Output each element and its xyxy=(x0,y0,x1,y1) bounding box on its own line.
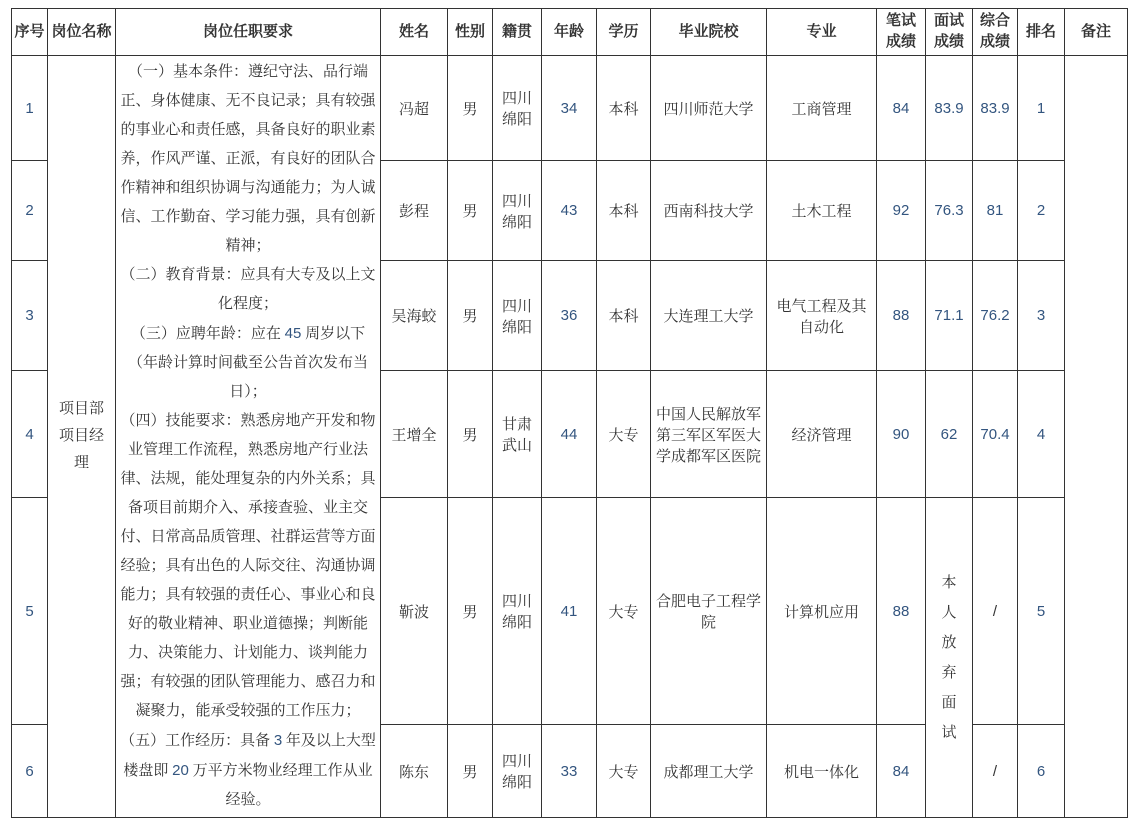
requirement-paragraph-1: （一）基本条件：遵纪守法、品行端正、身体健康、无不良记录；具有较强的事业心和责任感，具备良好的职业素养，作风严谨、正派，有良好的团队合作精神和组织协调与沟通能力；为人诚信、工作勤奋、学习能力强，具有创新精神； xyxy=(120,64,376,254)
cell-name: 彭程 xyxy=(381,161,448,261)
cell-education: 本科 xyxy=(597,261,651,371)
col-header-requirements: 岗位任职要求 xyxy=(116,9,381,56)
cell-major: 经济管理 xyxy=(767,371,877,498)
cell-name: 冯超 xyxy=(381,56,448,161)
cell-native-place: 四川绵阳 xyxy=(493,56,542,161)
cell-school: 大连理工大学 xyxy=(651,261,767,371)
cell-no: 5 xyxy=(12,498,48,725)
cell-school: 四川师范大学 xyxy=(651,56,767,161)
col-header-gender: 性别 xyxy=(448,9,493,56)
cell-gender: 男 xyxy=(448,371,493,498)
cell-written-score: 84 xyxy=(877,56,926,161)
cell-no: 3 xyxy=(12,261,48,371)
cell-name: 吴海蛟 xyxy=(381,261,448,371)
cell-gender: 男 xyxy=(448,261,493,371)
cell-composite-score: 70.4 xyxy=(973,371,1018,498)
cell-native-place: 四川绵阳 xyxy=(493,261,542,371)
col-header-interview-score: 面试成绩 xyxy=(926,9,973,56)
col-header-remark: 备注 xyxy=(1065,9,1128,56)
cell-requirements xyxy=(116,56,381,818)
cell-education: 大专 xyxy=(597,371,651,498)
col-header-written-score: 笔试成绩 xyxy=(877,9,926,56)
requirement-paragraph-5: （五）工作经历：具备 3 年及以上大型楼盘即 20 万平方米物业经理工作从业经验。 xyxy=(120,732,376,808)
cell-composite-score: 83.9 xyxy=(973,56,1018,161)
cell-no: 1 xyxy=(12,56,48,161)
table-row xyxy=(12,56,1128,161)
requirement-paragraph-3: （三）应聘年龄：应在 45 周岁以下（年龄计算时间截至公告首次发布当日）； xyxy=(127,325,368,400)
header-row xyxy=(12,9,1128,56)
cell-no: 4 xyxy=(12,371,48,498)
cell-education: 本科 xyxy=(597,56,651,161)
cell-school: 中国人民解放军第三军区军医大学成都军区医院 xyxy=(651,371,767,498)
recruitment-result-table xyxy=(11,8,1128,818)
cell-school: 合肥电子工程学院 xyxy=(651,498,767,725)
cell-gender: 男 xyxy=(448,161,493,261)
position-name-text: 项目部项目经理 xyxy=(58,401,104,471)
col-header-composite-score: 综合成绩 xyxy=(973,9,1018,56)
cell-gender: 男 xyxy=(448,56,493,161)
cell-name: 靳波 xyxy=(381,498,448,725)
cell-native-place: 甘肃武山 xyxy=(493,371,542,498)
cell-composite-score: 76.2 xyxy=(973,261,1018,371)
cell-age: 43 xyxy=(542,161,597,261)
cell-major: 机电一体化 xyxy=(767,725,877,818)
cell-native-place: 四川绵阳 xyxy=(493,725,542,818)
cell-interview-score: 71.1 xyxy=(926,261,973,371)
cell-rank: 6 xyxy=(1018,725,1065,818)
requirement-paragraph-2: （二）教育背景：应具有大专及以上文化程度； xyxy=(120,267,376,312)
cell-composite-score: / xyxy=(973,498,1018,725)
cell-interview-score: 83.9 xyxy=(926,56,973,161)
col-header-name: 姓名 xyxy=(381,9,448,56)
cell-major: 土木工程 xyxy=(767,161,877,261)
cell-name: 陈东 xyxy=(381,725,448,818)
col-header-school: 毕业院校 xyxy=(651,9,767,56)
cell-rank: 3 xyxy=(1018,261,1065,371)
cell-interview-score: 76.3 xyxy=(926,161,973,261)
cell-composite-score: 81 xyxy=(973,161,1018,261)
cell-major: 计算机应用 xyxy=(767,498,877,725)
cell-gender: 男 xyxy=(448,725,493,818)
cell-written-score: 88 xyxy=(877,498,926,725)
col-header-no: 序号 xyxy=(12,9,48,56)
cell-age: 34 xyxy=(542,56,597,161)
col-header-native-place: 籍贯 xyxy=(493,9,542,56)
cell-name: 王增全 xyxy=(381,371,448,498)
cell-interview-score: 62 xyxy=(926,371,973,498)
cell-written-score: 90 xyxy=(877,371,926,498)
cell-education: 本科 xyxy=(597,161,651,261)
cell-position-name xyxy=(48,56,116,818)
cell-school: 西南科技大学 xyxy=(651,161,767,261)
cell-native-place: 四川绵阳 xyxy=(493,498,542,725)
cell-native-place: 四川绵阳 xyxy=(493,161,542,261)
cell-remark xyxy=(1065,56,1128,818)
cell-education: 大专 xyxy=(597,498,651,725)
col-header-education: 学历 xyxy=(597,9,651,56)
col-header-major: 专业 xyxy=(767,9,877,56)
cell-no: 6 xyxy=(12,725,48,818)
cell-rank: 1 xyxy=(1018,56,1065,161)
cell-education: 大专 xyxy=(597,725,651,818)
cell-written-score: 88 xyxy=(877,261,926,371)
cell-rank: 2 xyxy=(1018,161,1065,261)
cell-age: 33 xyxy=(542,725,597,818)
cell-interview-waiver xyxy=(926,498,973,818)
cell-school: 成都理工大学 xyxy=(651,725,767,818)
cell-gender: 男 xyxy=(448,498,493,725)
requirement-paragraph-4: （四）技能要求：熟悉房地产开发和物业管理工作流程，熟悉房地产行业法律、法规，能处理复杂的内外关系；具备项目前期介入、承接查验、业主交付、日常高品质管理、社群运营等方面经验；具有出色的人际交往、沟通协调能力；具有较强的责任心、事业心和良好的敬业精神、职业道德操；判断能力、决策能力、计划能力、谈判能力强；有较强的团队管理能力、感召力和凝聚力，能承受较强的工作压力； xyxy=(120,413,376,719)
col-header-position: 岗位名称 xyxy=(48,9,116,56)
cell-age: 36 xyxy=(542,261,597,371)
interview-waiver-text: 本人放弃面试 xyxy=(941,574,957,741)
cell-major: 工商管理 xyxy=(767,56,877,161)
col-header-rank: 排名 xyxy=(1018,9,1065,56)
cell-age: 44 xyxy=(542,371,597,498)
col-header-age: 年龄 xyxy=(542,9,597,56)
cell-rank: 5 xyxy=(1018,498,1065,725)
cell-major: 电气工程及其自动化 xyxy=(767,261,877,371)
cell-age: 41 xyxy=(542,498,597,725)
cell-rank: 4 xyxy=(1018,371,1065,498)
cell-no: 2 xyxy=(12,161,48,261)
cell-written-score: 84 xyxy=(877,725,926,818)
cell-composite-score: / xyxy=(973,725,1018,818)
cell-written-score: 92 xyxy=(877,161,926,261)
